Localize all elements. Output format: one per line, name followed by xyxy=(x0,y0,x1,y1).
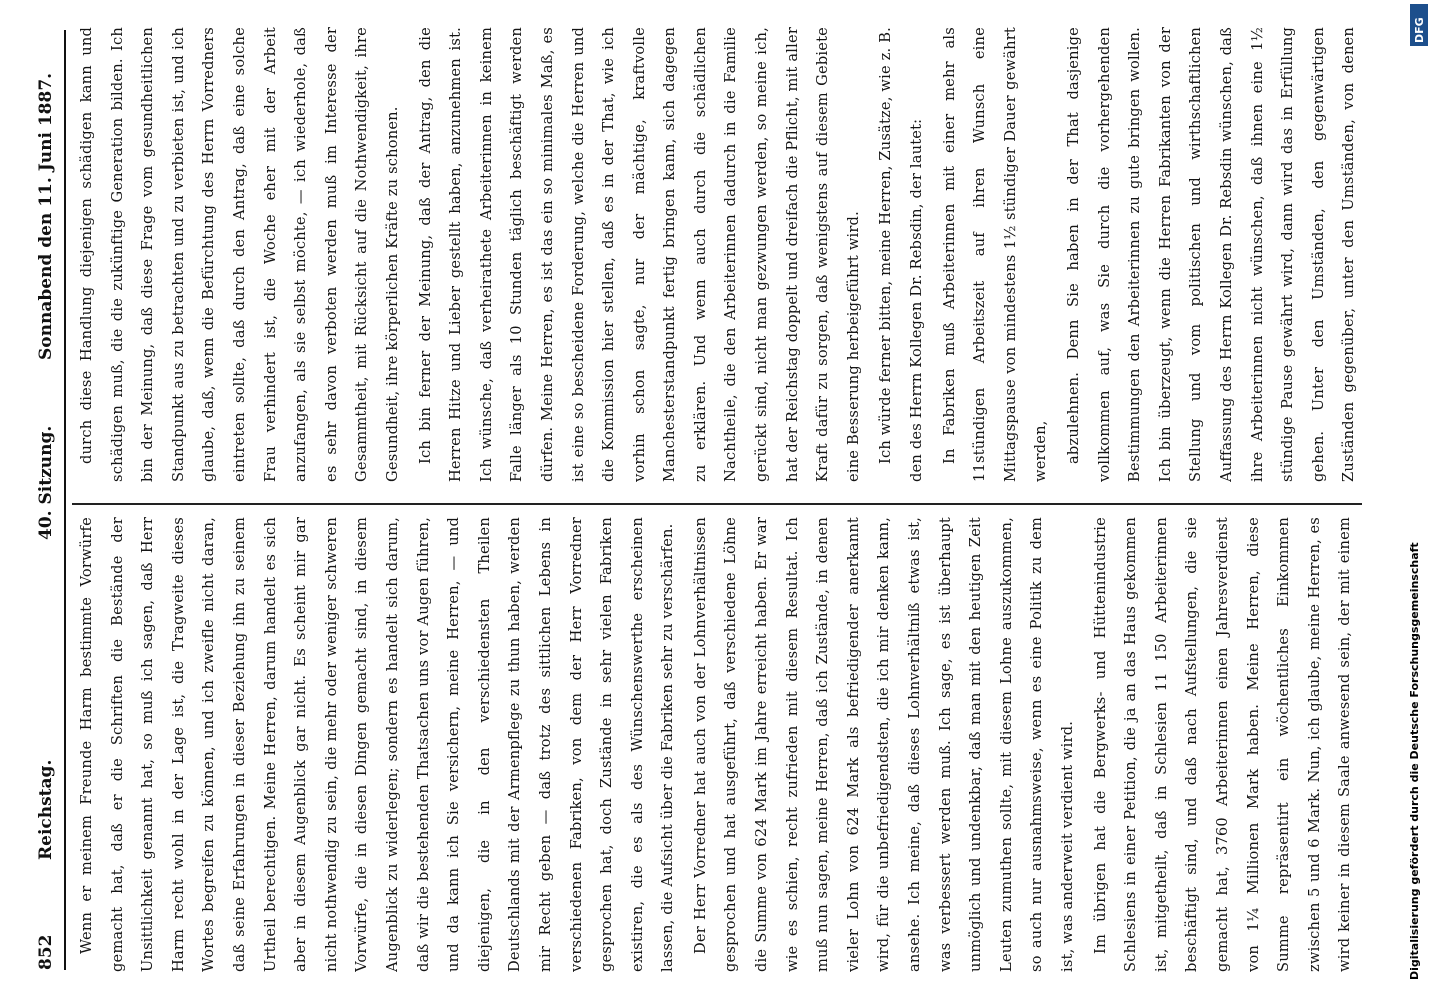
block-quote: In Fabriken muß Arbeiterinnen mit einer mehr als 11stündigen Arbeitszeit auf ihren Wunsch eine Mittagspause von mindestens 1½ stündiger Dauer gewährt werden, xyxy=(940,27,1050,482)
page-number: 852 xyxy=(36,934,56,970)
right-column xyxy=(72,27,1362,482)
header-rule xyxy=(64,30,66,970)
paragraph: durch diese Handlung diejenigen schädigen kann und schädigen muß, die die zukünftige Generation bilden. Ich bin der Meinung, daß diese Frage vom gesundheitlichen Standpunkt aus zu betrachten und zu verbieten ist, und ich glaube, daß, wenn die Befürchtung des Herrn Vorredners eintreten sollte, daß durch den Antrag, daß eine solche Frau verhindert ist, die Woche eher mit der Arbeit anzufangen, als sie selbst möchte, — ich wiederhole, daß es sehr davon verboten werden muß im Interesse der Gesammtheit, mit Rücksicht auf die Nothwendigkeit, ihre Gesundheit, ihre körperlichen Kräfte zu schonen. xyxy=(78,27,401,482)
paragraph: abzulehnen. Denn Sie haben in der That dasjenige vollkommen auf, was Sie durch die vorhergehenden Bestimmungen den Arbeiterinnen zu gute bringen wollen. Ich bin überzeugt, wenn die Herren Fabrikanten von der Stellung und vom politischen und wirthschaftlichen Auffassung des Herrn Kollegen Dr. Rebsdin wünschen, daß ihre Arbeiterinnen nicht wünschen, daß ihnen eine 1½ stündige Pause gewährt wird, dann wird das in Erfüllung gehen. Unter den Umständen, den gegenwärtigen Zuständen gegenüber, unter den Umständen, von denen xyxy=(1065,27,1358,482)
left-column xyxy=(72,517,1362,972)
paragraph: Ich würde ferner bitten, meine Herren, Zusätze, wie z. B. den des Herrn Kollegen Dr. Rebsdin, der lautet: xyxy=(877,27,926,482)
dfg-logo-text: DFG xyxy=(1413,17,1426,43)
paragraph: Im übrigen hat die Bergwerks- und Hüttenindustrie Schlesiens in einer Petition, die ja an das Haus gekommen ist, mitgetheilt, daß in Schlesien 11 150 Arbeiterinnen beschäftigt sind, und daß nach Aufstellungen, die sie gemacht hat, 3760 Arbeiterinnen einen Jahresverdienst von 1¼ Millionen Mark haben. Meine Herren, diese Summe repräsentirt ein wöchentliches Einkommen zwischen 5 und 6 Mark. Nun, ich glaube, meine Herren, es wird keiner in diesem Saale anwesend sein, der mit einem xyxy=(1091,517,1354,972)
session-date: Sonnabend den 11. Juni 1887. xyxy=(36,72,56,360)
running-head xyxy=(30,30,64,970)
digitization-credit xyxy=(1403,0,1432,1000)
chamber-title: Reichstag. xyxy=(36,759,56,860)
paragraph: Der Herr Vorredner hat auch von der Lohnverhältnissen gesprochen und hat ausgeführt, daß verschiedene Löhne die Summe von 624 Mark im Jahre erreicht haben. Er war wie es schien, recht zufrieden mit diesem Resultat. Ich muß nun sagen, meine Herren, daß ich Zustände, in denen vieler Lohn von 624 Mark als befriedigender anerkannt wird, für die unbefriedigendsten, die ich mir denken kann, ansehe. Ich meine, daß dieses Lohnverhältniß etwas ist, was verbessert werden muß. Ich sage, es ist überhaupt unmöglich und undenkbar, daß man mit den heutigen Zeit Leuten zumuthen sollte, mit diesem Lohne auszukommen, so auch nur ausnahmsweise, wenn es eine Politik zu dem ist, was anderweit verdient wird. xyxy=(691,517,1076,972)
column-divider xyxy=(72,503,1362,505)
credit-text: Digitalisierung gefördert durch die Deutsche Forschungsgemeinschaft xyxy=(1408,542,1421,980)
paragraph: Ich bin ferner der Meinung, daß der Antrag, den die Herren Hitze und Lieber gestellt haben, anzunehmen ist. Ich wünsche, daß verheirathete Arbeiterinnen in keinem Falle länger als 10 Stunden täglich beschäftigt werden dürfen. Meine Herren, es ist das ein so minimales Maß, es ist eine so bescheidene Forderung, welche die Herren und die Kommission hier stellen, daß es in der That, wie ich vorhin schon sagte, nur der mächtige, kraftvolle Manchesterstandpunkt fertig bringen kann, sich dagegen zu erklären. Und wenn auch durch die schädlichen Nachtheile, die den Arbeiterinnen dadurch in die Familie gerückt sind, nicht man gezwungen werden, so meine ich, hat der Reichstag doppelt und dreifach die Pflicht, mit aller Kraft dafür zu sorgen, daß wenigstens auf diesem Gebiete eine Besserung herbeigeführt wird. xyxy=(416,27,862,482)
paragraph: Wenn er meinem Freunde Harm bestimmte Vorwürfe gemacht hat, daß er die Schriften die Bestände der Unsittlichkeit genannt hat, so muß ich sagen, daß Herr Harm recht wohl in der Lage ist, die Tragweite dieses Wortes begreifen zu können, und ich zweifle nicht daran, daß seine Erfahrungen in dieser Beziehung ihn zu seinem Urtheil berechtigen. Meine Herren, darum handelt es sich aber in diesem Augenblick gar nicht. Es scheint mir gar nicht nothwendig zu sein, die mehr oder weniger schweren Vorwürfe, die in diesen Dingen gemacht sind, in diesem Augenblick zu widerlegen; sondern es handelt sich darum, daß wir die bestehenden Thatsachen uns vor Augen führen, und da kann ich Sie versichern, meine Herren, — und diejenigen, die in den verschiedensten Theilen Deutschlands mit der Armenpflege zu thun haben, werden mir Recht geben — daß trotz des sittlichen Lebens in verschiedenen Fabriken, von dem der Herr Vorredner gesprochen hat, doch Zustände in sehr vielen Fabriken existiren, die es als des Wünschenswerthe erscheinen lassen, die Aufsicht über die Fabriken sehr zu verschärfen. xyxy=(78,517,677,972)
session-label: 40. Sitzung. xyxy=(36,425,56,540)
